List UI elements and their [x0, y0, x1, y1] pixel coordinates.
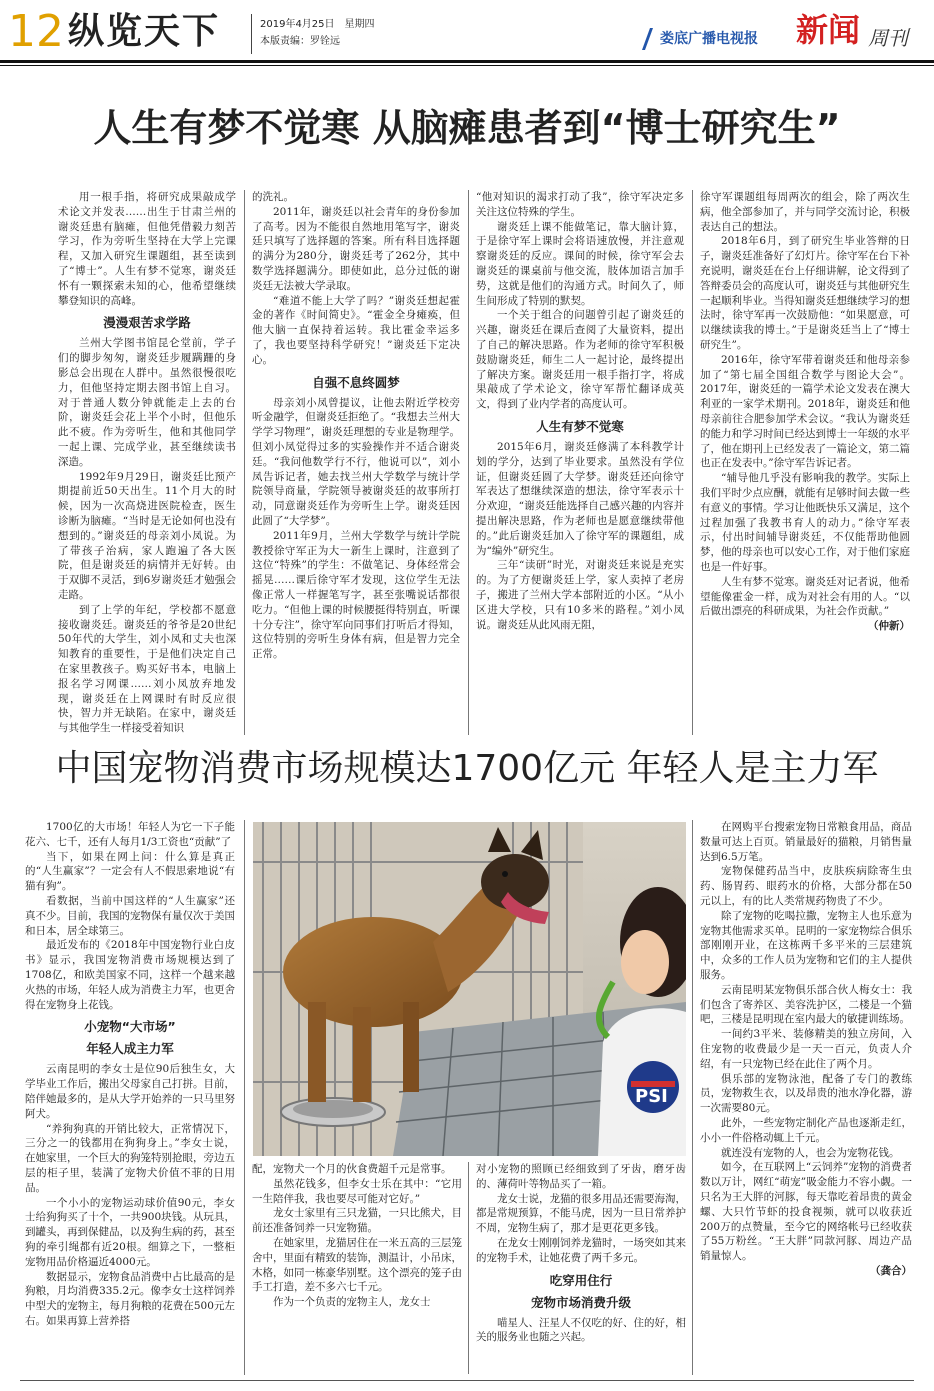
page-editor: 本版责编：罗铨远: [260, 36, 340, 47]
header-divider: [251, 14, 252, 54]
paragraph: 作为一个负责的宠物主人，龙女士: [273, 1296, 431, 1309]
paragraph: 1700亿的大市场！年轻人为它一下子能花六、七千，还有人每月1/3工资也“贡献”了: [25, 821, 235, 848]
subheading: 吃穿用住行: [549, 1272, 613, 1288]
subheading: 年轻人成主力军: [86, 1041, 174, 1057]
paragraph: 配，宠物犬一个月的伙食费超千元是常事。: [252, 1163, 452, 1175]
column-divider: [244, 820, 245, 1375]
paragraph: 一个关于组合的问题曾引起了谢炎廷的兴趣，谢炎廷在课后查阅了大量资料，提出了自己的解决思路。作为老师的徐守军积极鼓励谢炎廷，师生二人一起讨论，最终提出了解决方案。谢炎廷用一根手指打字，将成果敲成了学术论文，徐守军帮忙翻译成英文，得到了业内学者的高度认可。: [476, 309, 684, 411]
article1-column-2: [252, 190, 460, 738]
paragraph: 除了宠物的吃喝拉撒，宠物主人也乐意为宠物其他需求买单。昆明的一家宠物综合俱乐部刚刚开业，在这栋两千多平米的三层建筑中，众多的工作人员为宠物和它们的主人提供服务。: [700, 909, 912, 981]
paragraph: “养狗狗真的开销比较大，正常情况下，三分之一的钱都用在狗狗身上。”李女士说，在她家里，一个巨大的狗笼特别抢眼，旁边五层的柜子里，装满了宠物犬价值不菲的日用品。: [25, 1122, 235, 1194]
paragraph: 在她家里，龙猫居住在一米五高的三层笼舍中，里面有精致的装饰，测温计，小吊床，木格，如同一栋豪华别墅。这个漂亮的笼子由手工打造，差不多六七千元。: [252, 1236, 462, 1294]
dog-cage-photo: [253, 822, 686, 1156]
paragraph: 龙女士说，龙猫的很多用品还需要海淘，都是常规预算，不能马虎，因为一旦日常养护不周，宠物生病了，那才是更花更多钱。: [476, 1192, 686, 1235]
subheading: 宠物市场消费升级: [530, 1294, 631, 1310]
article1-column-1: [58, 190, 236, 738]
paragraph: 2011年，谢炎廷以社会青年的身份参加了高考。因为不能很自然地用笔写字，谢炎廷只填写了选择题的答案。所有科目选择题的满分为280分，谢炎廷考了262分，其中数学选择题满分。即使如此，总分过低的谢炎廷无法被大学录取。: [252, 205, 460, 292]
column-divider: [692, 190, 693, 735]
paragraph: 此外，一些宠物定制化产品也逐渐走红，小小一件俗格动辄上千元。: [700, 1116, 912, 1144]
subheading: 小宠物“大市场”: [84, 1019, 176, 1035]
paragraph: 当下，如果在网上问：什么算是真正的“人生赢家”？一定会有人不假思索地说“有猫有狗”。: [25, 850, 235, 893]
paragraph: 就连没有宠物的人，也会为宠物花钱。: [721, 1146, 900, 1159]
article2-column-1: [25, 820, 235, 1370]
paragraph: 龙女士家里有三只龙猫，一只比熊犬，目前还准备饲养一只宠物猫。: [252, 1207, 462, 1235]
brand-name: 娄底广播电视报: [660, 31, 758, 47]
brand-weekly-label: 周刊: [868, 26, 908, 50]
article2-headline: 中国宠物消费市场规模达1700亿元 年轻人是主力军: [55, 748, 879, 789]
paragraph: 宠物保健药品当中，皮肤疾病除寄生虫药、肠胃药、眼药水的价格，大部分都在50元以上，有的比人类常规药物贵了不少。: [700, 865, 912, 907]
paragraph: 对小宠物的照顾已经细致到了牙齿，磨牙齿的、薄荷叶等物品买了一箱。: [476, 1163, 686, 1190]
paragraph: “难道不能上大学了吗？”谢炎廷想起霍金的著作《时间简史》。“霍金全身瘫痪，但他大脑一直保持着运转。我比霍金幸运多了，我也要坚持科学研究！”谢炎廷下定决心。: [252, 294, 460, 366]
paragraph: 到了上学的年纪，学校都不愿意接收谢炎廷。谢炎廷的爷爷是20世纪50年代的大学生，刘小凤和丈夫也深知教育的重要性，于是他们决定自己在家里教孩子。购买好书本，电脑上报名学习网课……刘小凤放弃地发现，谢炎廷在上网课时有时反应很快，智力并无缺陷。在家中，谢炎廷与其他学生一样接受着知识: [58, 603, 236, 735]
column-divider: [468, 1162, 469, 1374]
article2-column-2: [252, 1162, 462, 1372]
article2-column-4: [700, 820, 912, 1372]
paragraph: 2018年6月，到了研究生毕业答辩的日子，谢炎廷准备好了幻灯片。徐守军在台下补充说明，谢炎廷在台上仔细讲解，论文得到了答辩委员会的高度认可，谢炎廷与其他研究生一起顺利毕业。当得知谢炎廷想继续学习的想法时，徐守军再一次鼓励他：“如果愿意，可以继续读我的博士。”于是谢炎廷当上了“博士研究生”。: [700, 235, 910, 351]
article1-column-4: [700, 190, 910, 738]
column-divider: [692, 820, 693, 1375]
footer-rule: [20, 1380, 914, 1381]
paragraph: 1992年9月29日，谢炎廷比预产期提前近50天出生。11个月大的时候，因为一次高烧进医院检查，医生诊断为脑瘫。“当时是无论如何也没有想到的。”谢炎廷的母亲刘小凤说。为了带孩子治病，家人跑遍了各大医院，但是谢炎廷的病情并无好转。由于双脚不灵活，到6岁谢炎廷才勉强会走路。: [58, 470, 236, 601]
subheading: 人生有梦不觉寒: [536, 418, 624, 434]
paragraph: 谢炎廷上课不能做笔记，靠大脑计算，于是徐守军上课时会将语速放慢，并注意观察谢炎廷的反应。课间的时候，徐守军会去谢炎廷的课桌前与他交流，肢体加语言加手势，这就是他们的沟通方式。时间久了，师生间形成了特别的默契。: [476, 220, 684, 307]
subheading: 漫漫艰苦求学路: [103, 315, 191, 331]
author-signature: （仲新）: [868, 620, 910, 633]
brand-news-logo: 新闻: [796, 11, 861, 49]
paragraph: “他对知识的渴求打动了我”，徐守军决定多关注这位特殊的学生。: [476, 191, 684, 218]
photo-illustration: [253, 822, 686, 1156]
page-number: 12: [8, 6, 64, 57]
column-divider: [244, 190, 245, 735]
paragraph: 三年“读研”时光，对谢炎廷来说是充实的。为了方便谢炎廷上学，家人卖掉了老房子，搬进了兰州大学本部附近的小区。“从小区进大学校，只有10多米的路程。”刘小凤说。谢炎廷从此风雨无阻，: [476, 559, 684, 631]
article2-column-3: [476, 1162, 686, 1372]
article1-headline: 人生有梦不觉寒 从脑瘫患者到“博士研究生”: [93, 106, 841, 150]
paragraph: 最近发布的《2018年中国宠物行业白皮书》显示，我国宠物消费市场规模达到了1708亿，和欧美国家不同，这样一个越来越火热的市场，年轻人成为消费主力军，也更舍得在宠物身上花钱。: [25, 939, 235, 1011]
paragraph: 一间约3平米、装修精美的独立房间，入住宠物的收费最少是一天一百元，负责人介绍，有一只宠物已经在此住了两个月。: [700, 1028, 912, 1070]
subheading: 自强不息终圆梦: [312, 374, 400, 390]
paragraph: 如今，在互联网上“云饲养”宠物的消费者数以万计，网红“萌宠”吸金能力不容小觑。一只名为王大胖的河豚，每天靠吃着昂贵的黄金螺、大只竹节虾的投食视频，就可以收获近200万的点赞量，至今它的网络帐号已经收获了55万粉丝。“王大胖”同款河豚、周边产品销量惊人。: [700, 1161, 912, 1263]
paragraph: 徐守军课题组每周两次的组会，除了两次生病，他全部参加了，并与同学交流讨论，积极表达自己的想法。: [700, 191, 910, 233]
paragraph: 一个小小的宠物运动球价值90元，李女士给狗狗买了十个，一共900块钱。从玩具，到罐头，再到保健品，以及狗生病的药，甚至狗的牵引绳都有近20根。细算之下，一整柜宠物用品价格逼近4000元。: [25, 1196, 235, 1268]
shirt-logo-text: PSI: [635, 1086, 668, 1107]
paragraph: 看数据，当前中国这样的“人生赢家”还真不少。目前，我国的宠物保有量仅次于美国和日本，居全球第三。: [25, 894, 235, 937]
section-title: 纵览天下: [68, 11, 221, 52]
paragraph: 的洗礼。: [252, 191, 294, 203]
paragraph: 人生有梦不觉寒。谢炎廷对记者说，他希望能像霍金一样，成为对社会有用的人。“以后做出漂亮的科研成果，为社会作贡献。”: [700, 575, 910, 618]
issue-date: 2019年4月25日 星期四: [260, 19, 375, 30]
paragraph: 虽然花钱多，但李女士乐在其中：“它用一生陪伴我，我也要尽可能对它好。”: [252, 1177, 462, 1205]
paragraph: 云南昆明的李女士是位90后独生女，大学毕业工作后，搬出父母家自己打拼。目前，陪伴她最多的，是从大学开始养的一只马里努阿犬。: [25, 1063, 235, 1120]
paragraph: 2016年，徐守军带着谢炎廷和他母亲参加了“第七届全国组合数学与图论大会”。2017年，谢炎廷的一篇学术论文发表在澳大利亚的一家学术期刊。2018年，谢炎廷和他母亲前往合肥参加学术会议。“我认为谢炎廷的能力和学习时间已经达到博士一年级的水平了，他在期刊上已经发表了一篇论文，第二篇也正在发表中。”徐守军告诉记者。: [700, 353, 910, 470]
paragraph: “辅导他几乎没有影响我的教学。实际上我们平时少点应酬，就能有足够时间去做一些有意义的事情。学习让他既快乐又满足，这个过程加强了我教书育人的动力。”徐守军表示，付出时间辅导谢炎廷，不仅能帮助他圆梦，他的母亲也可以安心工作，对于他们家庭也是一件好事。: [700, 472, 910, 573]
paragraph: 2015年6月，谢炎廷修满了本科教学计划的学分，达到了毕业要求。虽然没有学位证，但谢炎廷圆了大学梦。谢炎廷还向徐守军表达了想继续深造的想法，徐守军表示十分欢迎，“谢炎廷能选择自己感兴趣的内容并提出解决思路，作为老师也是愿意继续带他的。”此后谢炎廷加入了徐守军的课题组，成为“编外”研究生。: [476, 440, 684, 557]
column-divider: [468, 190, 469, 735]
paragraph: 兰州大学图书馆昆仑堂前，学子们的脚步匆匆，谢炎廷步履蹒跚的身影总会出现在人群中。虽然很慢很吃力，但他坚持定期去图书馆上自习。对于普通人数分钟就能走上去的台阶，谢炎廷会花上半个小时，但他乐此不疲。作为旁听生，他和其他同学一起上课、完成学业，甚至继续读书深造。: [58, 337, 236, 468]
paragraph: 在网购平台搜索宠物日常粮食用品，商品数量可达上百页。销量最好的猫粮，月销售量达到6.5万笔。: [700, 821, 912, 863]
paragraph: 用一根手指，将研究成果敲成学术论文并发表……出生于甘肃兰州的谢炎廷患有脑瘫，但他凭借毅力刻苦学习，作为旁听生坚持在大学上完课程，又加入研究生课题组，甚至读到了“博士”。人生有梦不觉寒，谢炎廷怀有一颗探索未知的心，他希望继续攀登知识的高峰。: [58, 191, 236, 307]
article1-column-3: [476, 190, 684, 738]
paragraph: 母亲刘小凤曾提议，让他去附近学校旁听金融学，但谢炎廷拒绝了。“我想去兰州大学学习物理”，谢炎廷理想的专业是物理学。但刘小凤觉得过多的实验操作并不适合谢炎廷。“我问他数学行不行，他说可以”，刘小凤告诉记者，她去找兰州大学数学与统计学院领导商量，学院领导被谢炎廷的故事所打动，同意谢炎廷作为旁听生上学。谢炎廷因此圆了“大学梦”。: [252, 396, 460, 527]
author-signature: （龚合）: [870, 1264, 912, 1277]
paragraph: 云南昆明某宠物俱乐部合伙人梅女士：我们包含了寄养区、美容洗护区，二楼是一个猫吧，三楼是昆明现在室内最大的敏捷训练场。: [700, 983, 912, 1026]
paragraph: 在龙女士刚刚饲养龙猫时，一场突如其来的宠物手术，让她花费了两千多元。: [476, 1236, 686, 1264]
header-rule: [0, 60, 934, 63]
paragraph: 2011年9月，兰州大学数学与统计学院教授徐守军正为大一新生上课时，注意到了这位“特殊”的学生：不做笔记、身体经常会摇晃……课后徐守军才发现，这位学生无法像正常人一样握笔写字，甚至张嘴说话都很吃力。“但他上课的时候腰挺得特别直，听课十分专注”，徐守军向同事们打听后才得知，这位特别的旁听生身体有病，但是智力完全正常。: [252, 529, 460, 661]
paragraph: 喵星人、汪星人不仅吃的好、住的好，相关的服务业也随之兴起。: [476, 1316, 686, 1344]
paragraph: 数据显示，宠物食品消费中占比最高的是狗粮，月均消费335.2元。像李女士这样饲养中型犬的宠物主，每月狗粮的花费在500元左右。如果再算上营养搭: [25, 1270, 235, 1327]
header-rule-thin: [0, 65, 934, 66]
paragraph: 俱乐部的宠物泳池，配备了专门的教练员，宠物救生衣，以及昂贵的池水净化器，游一次需要80元。: [700, 1072, 912, 1115]
